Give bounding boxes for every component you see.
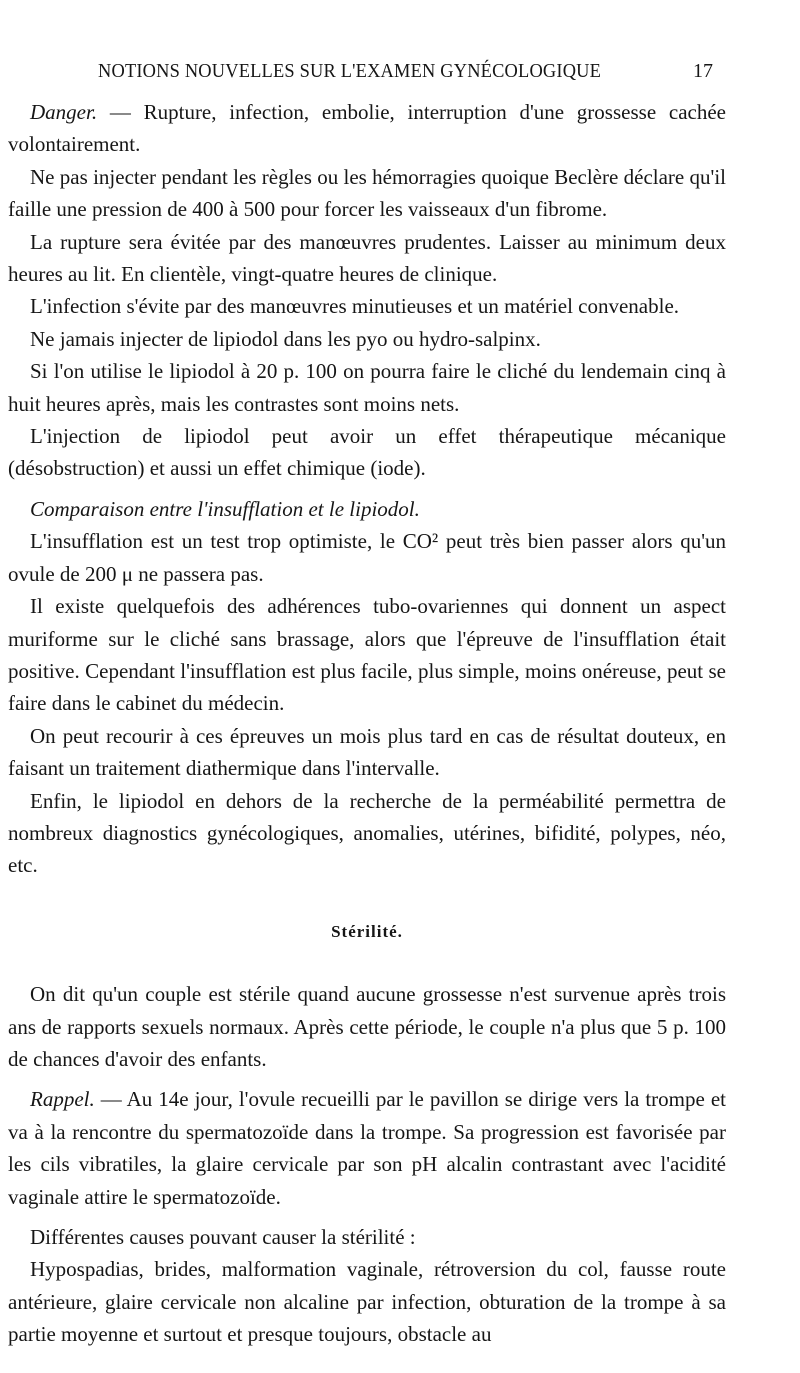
body-text bbox=[8, 96, 726, 1351]
running-header bbox=[0, 56, 800, 90]
paragraph: On peut recourir à ces épreuves un mois plus tard en cas de résultat douteux, en faisant un traitement diathermique dans l'intervalle. bbox=[8, 723, 726, 781]
section-heading: Stérilité. bbox=[331, 921, 403, 941]
paragraph: L'infection s'évite par des manœuvres minutieuses et un matériel convenable. bbox=[30, 294, 680, 319]
run-in-heading: Rappel. bbox=[30, 1087, 95, 1112]
paragraph: Si l'on utilise le lipiodol à 20 p. 100 on pourra faire le cliché du lendemain cinq à huit heures après, mais les contrastes sont moins nets. bbox=[8, 359, 726, 416]
paragraph-text: — Au 14e jour, l'ovule recueilli par le pavillon se dirige vers la trompe et va à la rencontre du spermatozoïde dans la trompe. Sa progression est favorisée par les cils vibratiles, la glaire cervicale par son pH alcalin contrastant avec l'acidité vaginale attire le spermatozoïde. bbox=[8, 1087, 726, 1209]
paragraph: Ne pas injecter pendant les règles ou les hémorragies quoique Beclère déclare qu'il faille une pression de 400 à 500 pour forcer les vaisseaux d'un fibrome. bbox=[8, 164, 726, 222]
run-in-heading: Danger. bbox=[30, 100, 98, 124]
paragraph-danger bbox=[8, 96, 726, 161]
paragraph: L'injection de lipiodol peut avoir un effet thérapeutique mécanique (désobstruction) et aussi un effet chimique (iode). bbox=[8, 424, 726, 481]
paragraph: La rupture sera évitée par des manœuvres prudentes. Laisser au minimum deux heures au lit. En clientèle, vingt-quatre heures de clinique. bbox=[8, 229, 726, 287]
subheading-text: Comparaison entre l'insufflation et le lipiodol. bbox=[30, 496, 420, 521]
paragraph: Différentes causes pouvant causer la stérilité : bbox=[30, 1225, 416, 1249]
paragraph: Ne jamais injecter de lipiodol dans les pyo ou hydro-salpinx. bbox=[30, 326, 541, 351]
running-title: NOTIONS NOUVELLES SUR L'EXAMEN GYNÉCOLOGIQUE bbox=[98, 60, 602, 82]
paragraph: On dit qu'un couple est stérile quand aucune grossesse n'est survenue après trois ans de rapports sexuels normaux. Après cette période, le couple n'a plus que 5 p. 100 de chances d'avoir des enfants. bbox=[8, 982, 726, 1071]
paragraph: Il existe quelquefois des adhérences tubo-ovariennes qui donnent un aspect muriforme sur le cliché sans brassage, alors que l'épreuve de l'insufflation était positive. Cependant l'insufflation est plus facile, plus simple, moins onéreuse, peut se faire dans le cabinet du médecin. bbox=[8, 594, 726, 716]
paragraph: Enfin, le lipiodol en dehors de la recherche de la perméabilité permettra de nombreux diagnostics gynécologiques, anomalies, utérines, bifidité, polypes, néo, etc. bbox=[8, 788, 726, 878]
paragraph-rappel bbox=[8, 1083, 726, 1213]
subheading-comparison bbox=[8, 493, 726, 525]
paragraph: L'insufflation est un test trop optimiste, le CO² peut très bien passer alors qu'un ovule de 200 μ ne passera pas. bbox=[8, 529, 726, 586]
paragraph-text: — Rupture, infection, embolie, interruption d'une grossesse cachée volontairement. bbox=[8, 100, 726, 157]
page-number: 17 bbox=[693, 60, 713, 82]
paragraph: Hypospadias, brides, malformation vaginale, rétroversion du col, fausse route antérieure, glaire cervicale non alcaline par infection, obturation de la trompe à sa partie moyenne et surtout et presque toujours, obstacle au bbox=[8, 1257, 726, 1347]
